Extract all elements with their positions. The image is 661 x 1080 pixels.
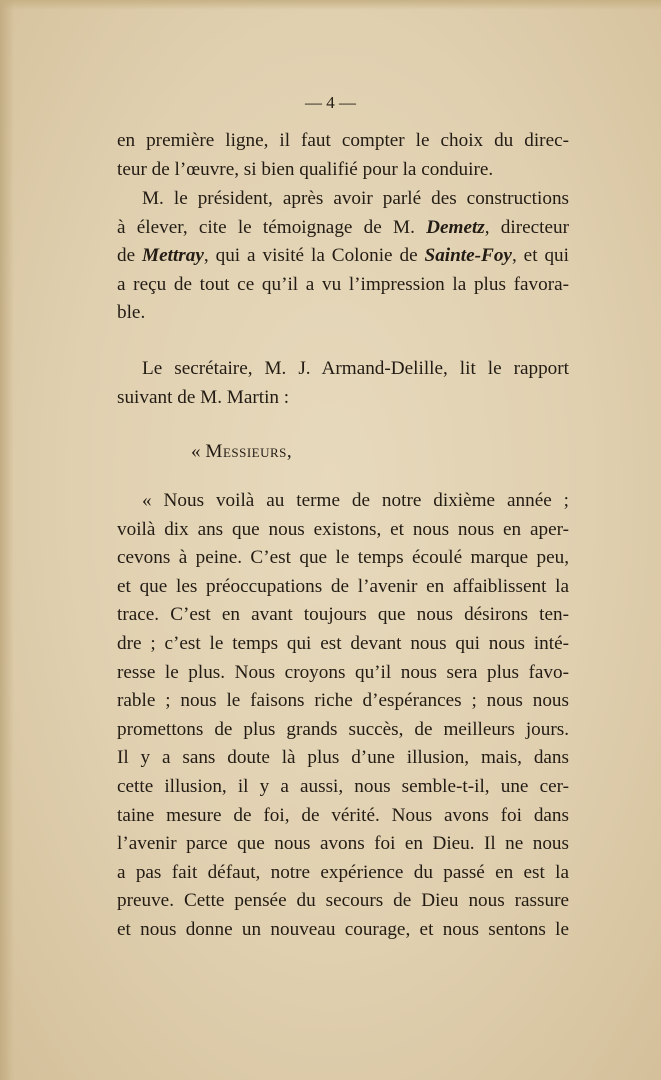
paragraph-continuation [117, 127, 569, 184]
text-line: taine mesure de foi, de vérité. Nous avons foi dans [117, 804, 569, 826]
paragraph-secretary [117, 355, 569, 412]
text-run: , directeur [484, 216, 569, 238]
text-line: ble. [117, 302, 146, 324]
open-quote: « [191, 441, 206, 462]
text-line: en première ligne, il faut compter le choix du direc- [117, 130, 569, 151]
salutation-comma: , [286, 441, 292, 462]
salutation [117, 438, 569, 467]
page-number: — 4 — [305, 93, 356, 112]
place-name: Sainte-Foy [424, 245, 512, 267]
text-line: cevons à peine. C’est que le temps écoulé marque peu, [117, 547, 569, 569]
salutation-word: Messieurs [205, 441, 287, 462]
text-line: suivant de M. Martin : [117, 386, 290, 408]
text-line: a reçu de tout ce qu’il a vu l’impression la plus favora- [117, 273, 569, 295]
text-line: resse le plus. Nous croyons qu’il nous sera plus favo- [117, 661, 569, 683]
page-edge-top [0, 0, 661, 10]
text-line: et nous donne un nouveau courage, et nous sentons le [117, 918, 569, 940]
text-run: , qui a visité la Colonie de [203, 245, 425, 267]
text-line: trace. C’est en avant toujours que nous désirons ten- [117, 604, 569, 626]
text-line: Le secrétaire, M. J. Armand-Delille, lit le rapport [142, 358, 569, 379]
text-line: voilà dix ans que nous existons, et nous nous en aper- [117, 518, 569, 540]
paragraph-report [117, 487, 569, 945]
text-line: l’avenir parce que nous avons foi en Dieu. Il ne nous [117, 833, 569, 855]
text-run: à élever, cite le témoignage de M. [117, 216, 427, 238]
text-line: et que les préoccupations de l’avenir en affaiblissent la [117, 575, 569, 597]
text-run: de [117, 245, 143, 267]
text-run: , et qui [511, 245, 569, 267]
person-name: Demetz [426, 216, 485, 238]
text-line: preuve. Cette pensée du secours de Dieu nous rassure [117, 890, 569, 912]
text-line [117, 242, 569, 271]
text-line: cette illusion, il y a aussi, nous semble-t-il, une cer- [117, 775, 569, 797]
text-line: M. le président, après avoir parlé des constructions [142, 188, 569, 209]
text-line [117, 214, 569, 243]
text-line [117, 438, 569, 467]
text-line: dre ; c’est le temps qui est devant nous qui nous inté- [117, 632, 569, 654]
text-line: promettons de plus grands succès, de meilleurs jours. [117, 718, 569, 740]
text-line: teur de l’œuvre, si bien qualifié pour la conduire. [117, 158, 494, 180]
text-line: Il y a sans doute là plus d’une illusion, mais, dans [117, 747, 569, 769]
text-line: « Nous voilà au terme de notre dixième année ; [142, 490, 569, 511]
paragraph-president [117, 185, 569, 328]
place-name: Mettray [142, 245, 204, 267]
text-line: a pas fait défaut, notre expérience du passé en est la [117, 861, 569, 883]
page-edge-left [0, 0, 14, 1080]
text-line: rable ; nous le faisons riche d’espérances ; nous nous [117, 690, 569, 712]
